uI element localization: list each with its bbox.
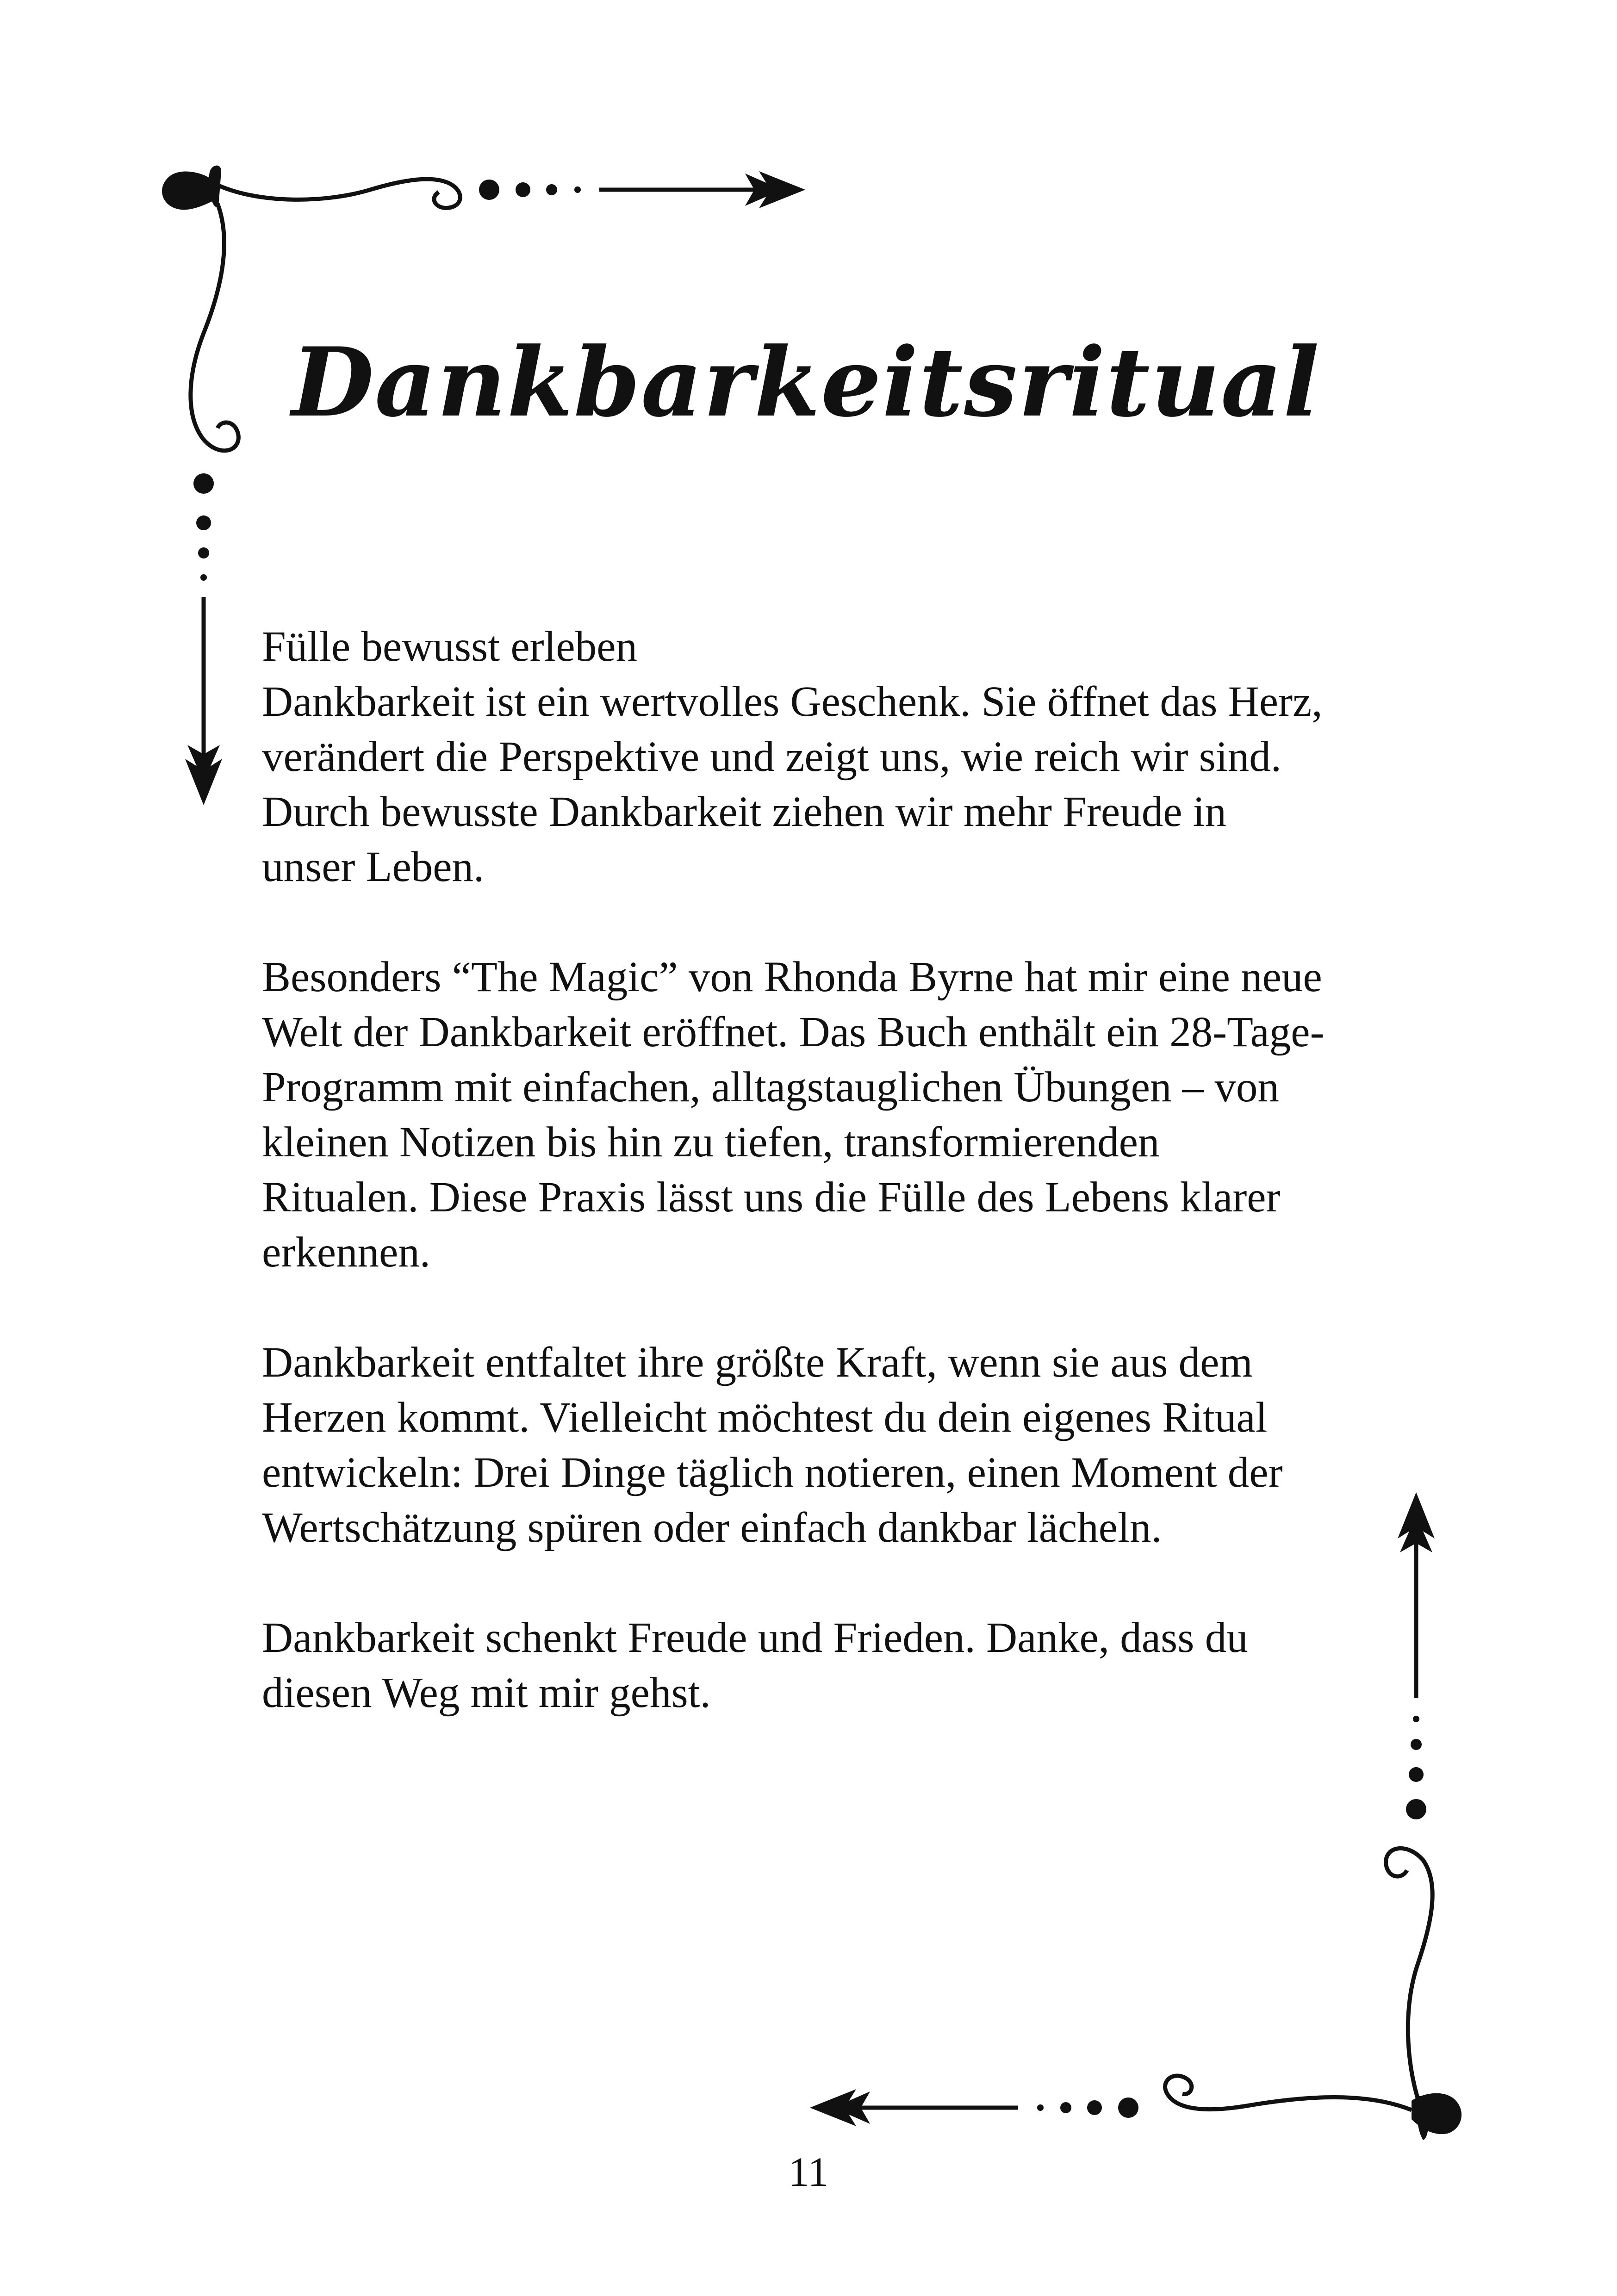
text-line: Dankbarkeit schenkt Freude und Frieden. Danke, dass du <box>262 1614 1248 1662</box>
text-line: Besonders “The Magic” von Rhonda Byrne hat mir eine neue <box>262 953 1322 1001</box>
text-line: Dankbarkeit ist ein wertvolles Geschenk. Sie öffnet das Herz, <box>262 678 1323 726</box>
text-line: erkennen. <box>262 1229 431 1276</box>
text-line: Ritualen. Diese Praxis lässt uns die Fülle des Lebens klarer <box>262 1173 1281 1221</box>
paragraph-2 <box>262 949 1373 1280</box>
body-text <box>262 619 1373 1775</box>
text-line: verändert die Perspektive und zeigt uns, wie reich wir sind. <box>262 733 1281 781</box>
text-line: Herzen kommt. Vielleicht möchtest du dein eigenes Ritual <box>262 1394 1268 1441</box>
heart-icon <box>162 172 217 210</box>
text-line: Dankbarkeit entfaltet ihre größte Kraft, wenn sie aus dem <box>262 1339 1253 1386</box>
text-line: Durch bewusste Dankbarkeit ziehen wir mehr Freude in <box>262 788 1227 836</box>
paragraph-4 <box>262 1610 1373 1720</box>
section-subtitle: Fülle bewusst erleben <box>262 623 637 670</box>
text-line: Wertschätzung spüren oder einfach dankbar lächeln. <box>262 1504 1162 1551</box>
text-line: Welt der Dankbarkeit eröffnet. Das Buch enthält ein 28-Tage- <box>262 1008 1325 1056</box>
text-line: unser Leben. <box>262 843 485 891</box>
text-line: diesen Weg mit mir gehst. <box>262 1669 711 1717</box>
paragraph-1 <box>262 674 1373 894</box>
text-line: entwickeln: Drei Dinge täglich notieren, einen Moment der <box>262 1449 1283 1496</box>
page-title: Dankbarkeitsritual <box>292 327 1320 439</box>
paragraph-3 <box>262 1335 1373 1555</box>
page-number: 11 <box>788 2149 829 2195</box>
text-line: kleinen Notizen bis hin zu tiefen, transformierenden <box>262 1118 1160 1166</box>
text-line: Programm mit einfachen, alltagstauglichen Übungen – von <box>262 1063 1279 1111</box>
